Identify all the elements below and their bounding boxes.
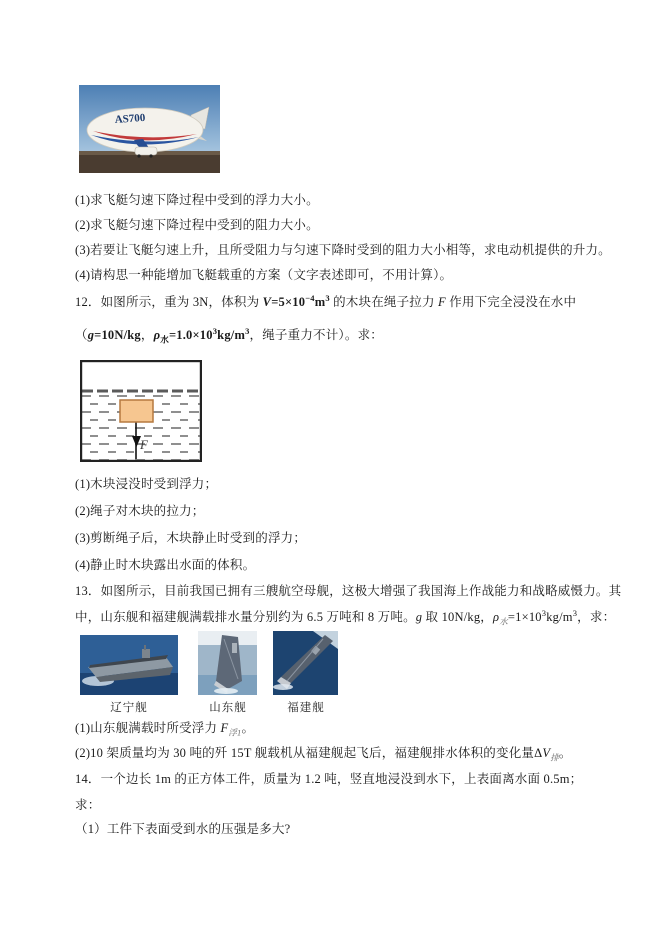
q12-var-F: F: [438, 295, 446, 309]
q12-question-3: (3)剪断绳子后，木块静止时受到的浮力；: [75, 531, 307, 545]
airship-question-4: (4)请构思一种能增加飞艇载重的方案（文字表述即可，不用计算）。: [75, 268, 453, 282]
airship-name-label: AS700: [114, 111, 146, 126]
carrier-photo-fujian: [273, 631, 338, 695]
airship-question-1: (1)求飞艇匀速下降过程中受到的浮力大小。: [75, 193, 319, 207]
q12-unit: m: [314, 295, 326, 309]
q12-val: =5×10: [271, 295, 306, 309]
q12-stem-line1: [75, 292, 577, 310]
q12-question-4: (4)静止时木块露出水面的体积。: [75, 558, 256, 572]
q12-stem-line2: （g=10N/kg，$\rho_水=1.0\times 10^3kg/m^3$，绳子重力不计）。求：: [75, 325, 383, 345]
airship-gondola: [135, 147, 157, 155]
q12-var-g: g: [87, 328, 95, 342]
block-in-water-diagram: [80, 360, 202, 462]
airship-photo: [79, 85, 220, 173]
q13-stem-line2: 中，山东舰和福建舰满载排水量分别约为 6.5 万吨和 8 万吨。g 取 10N/kg，$\rho_水=1\times 10^3kg/m^3$，求：: [75, 607, 616, 627]
ship-label-shandong: 山东舰: [209, 702, 247, 714]
q12-stem-text: 12．如图所示，重为 3N，体积为: [75, 295, 263, 309]
ship-label-fujian: 福建舰: [287, 702, 325, 714]
q13-var-rho: ρ: [493, 610, 500, 624]
carrier-photo-liaoning: [80, 635, 178, 695]
q14-question-1: （1）工件下表面受到水的压强是多大?: [75, 822, 291, 836]
airship-question-3: (3)若要让飞艇匀速上升，且所受阻力与匀速下降时受到的阻力大小相等，求电动机提供的升力。: [75, 243, 611, 257]
q12-unit-exp: 3: [325, 292, 330, 303]
q13-question-1: (1)山东舰满载时所受浮力 $F_{浮1}$。: [75, 721, 255, 738]
q13-stem-line1: 13．如图所示，目前我国已拥有三艘航空母舰，这极大增强了我国海上作战能力和战略威慑力。其: [75, 584, 622, 598]
q12-stem-text: 的木块在绳子拉力: [329, 295, 439, 309]
q13-var-deltaV: V: [542, 746, 551, 760]
wood-block: [120, 400, 153, 422]
q12-question-2: (2)绳子对木块的拉力；: [75, 504, 205, 518]
carrier-photo-shandong: [198, 631, 257, 695]
q12-var-V: V: [262, 295, 272, 309]
force-label: F: [140, 437, 148, 452]
airship-question-2: (2)求飞艇匀速下降过程中受到的阻力大小。: [75, 218, 319, 232]
q14-stem-line2: 求：: [75, 798, 101, 812]
ship-label-liaoning: 辽宁舰: [110, 702, 148, 714]
q13-var-g: g: [415, 610, 423, 624]
q13-question-2: (2)10 架质量均为 30 吨的歼 15T 舰载机从福建舰起飞后，福建舰排水体积的变化量$\Delta V_排$。: [75, 746, 572, 763]
q12-stem-text: 作用下完全浸没在水中: [445, 295, 577, 309]
q12-exp: −4: [305, 292, 315, 303]
q12-var-rho: ρ: [153, 328, 161, 342]
q14-stem-line1: 14．一个边长 1m 的正方体工件，质量为 1.2 吨，竖直地浸没到水下，上表面离水面 0.5m；: [75, 772, 583, 786]
q13-var-Ffu: F: [220, 721, 229, 735]
q12-question-1: (1)木块浸没时受到浮力；: [75, 477, 218, 491]
